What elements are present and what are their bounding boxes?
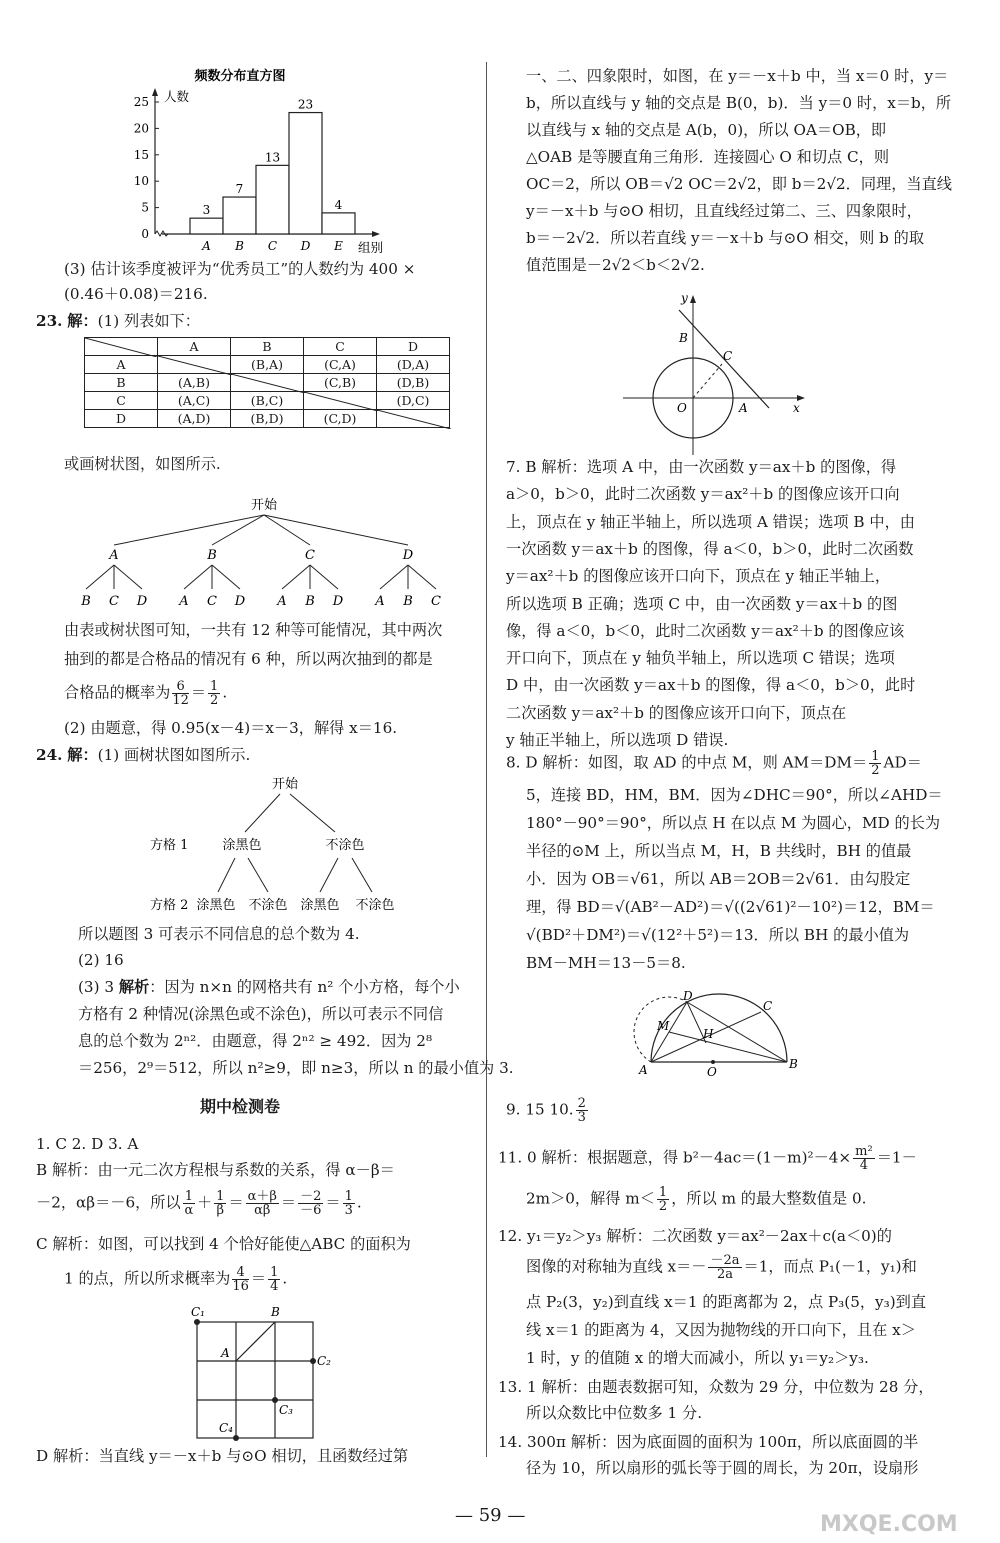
q8-line: 半径的⊙M 上，所以当点 M，H，B 共线时，BH 的值最 bbox=[526, 842, 912, 860]
y-tick-label: 25 bbox=[133, 95, 149, 109]
svg-text:A: A bbox=[221, 1346, 230, 1360]
q24-line-4: 方格有 2 种情况(涂黑色或不涂色)，所以可表示不同信 bbox=[78, 1005, 444, 1023]
tree1-branch bbox=[86, 565, 114, 589]
q12-line: 线 x＝1 的距离为 4，又因为抛物线的开口向下，且在 x＞ bbox=[526, 1321, 916, 1339]
q23-line bbox=[36, 309, 200, 334]
tree1-branch bbox=[184, 565, 212, 589]
q24-number: 24. bbox=[36, 746, 63, 764]
q7-line: 二次函数 y＝ax²＋b 的图像应该开口向下，顶点在 bbox=[506, 703, 847, 722]
column-divider bbox=[486, 62, 487, 1457]
x-tick-label: C bbox=[267, 239, 278, 253]
histogram-chart bbox=[120, 62, 400, 257]
q6-cont-2: b，所以直线与 y 轴的交点是 B(0，b)．当 y＝0 时，x＝b，所 bbox=[526, 94, 952, 112]
tree-diagram-1 bbox=[64, 493, 464, 613]
q11-line-2: 2m＞0，解得 m＜ $\frac{1}{2}$ ，所以 m 的最大整数值是 0. bbox=[526, 1185, 867, 1214]
circle-tangent-figure bbox=[613, 290, 813, 460]
q23-part2: (2) 由题意，得 0.95(x－4)＝x－3，解得 x＝16. bbox=[64, 719, 398, 737]
answer-5-line-2: 1 的点，所以所求概率为 $\frac{4}{16}$ ＝ $\frac{1}{4}$ . bbox=[64, 1265, 288, 1294]
x-axis-label: 组别 bbox=[358, 240, 384, 255]
q23-number: 23. bbox=[36, 312, 63, 330]
answer-5-line-1: C 解析：如图，可以找到 4 个恰好能使△ABC 的面积为 bbox=[36, 1235, 411, 1253]
svg-text:C₂: C₂ bbox=[317, 1354, 331, 1368]
tree1-leaf: C bbox=[109, 594, 119, 609]
q8-line: √(BD²＋DM²)＝√(12²＋5²)＝13．所以 BH 的最小值为 bbox=[526, 926, 910, 944]
q6-cont-3: 以直线与 x 轴的交点是 A(b，0)，所以 OA＝OB，即 bbox=[526, 121, 887, 139]
tree2-leaf: 不涂色 bbox=[248, 898, 288, 913]
x-tick-label: A bbox=[202, 239, 211, 253]
answers-1-3: 1. C 2. D 3. A bbox=[36, 1135, 139, 1153]
q24-line-6: ＝256，2⁹＝512，所以 n²≥9，即 n≥3，所以 n 的最小值为 3. bbox=[78, 1059, 514, 1077]
table-cell: (B,D) bbox=[231, 410, 304, 428]
table-cell: (C,B) bbox=[304, 374, 377, 392]
q23-prob-text: 合格品的概率为 bbox=[64, 683, 171, 702]
q8-line: BM－MH＝13－5＝8. bbox=[526, 954, 686, 972]
y-tick-label: 10 bbox=[133, 174, 149, 189]
answer-4-line-1: B 解析：由一元二次方程根与系数的关系，得 α－β＝ bbox=[36, 1161, 395, 1179]
bar-C bbox=[256, 165, 289, 234]
q8-line-1: 8. D 解析：如图，取 AD 的中点 M，则 AM＝DM＝ $\frac{1}{2}$ AD＝ bbox=[506, 749, 922, 778]
tree1-leaf: D bbox=[234, 594, 246, 609]
svg-text:C₁: C₁ bbox=[191, 1305, 205, 1319]
tree1-branch bbox=[114, 565, 142, 589]
svg-text:x: x bbox=[793, 401, 800, 415]
q7-line: 上，顶点在 y 轴正半轴上，所以选项 A 错误；选项 B 中，由 bbox=[506, 512, 915, 531]
tree1-leaf: C bbox=[207, 594, 217, 609]
svg-text:D: D bbox=[683, 990, 693, 1003]
y-axis-label: 人数 bbox=[164, 89, 190, 104]
tree2-label-1: 方格 1 bbox=[150, 838, 189, 853]
q11-line-1: 11. 0 解析：根据题意，得 b²－4ac＝(1－m)²－4× $\frac{\text{m²}}{4}$ ＝1－ bbox=[498, 1144, 917, 1173]
watermark-logo: MXQE.COM bbox=[820, 1512, 958, 1537]
tree1-leaf: A bbox=[375, 594, 385, 609]
svg-text:A: A bbox=[639, 1063, 648, 1077]
table-cell-diag bbox=[231, 374, 304, 392]
table-cell: A bbox=[85, 356, 158, 374]
tree2-label-2: 方格 2 bbox=[150, 898, 189, 913]
q24-line-2: (2) 16 bbox=[78, 951, 124, 969]
svg-text:C₃: C₃ bbox=[279, 1403, 293, 1417]
outcome-table bbox=[84, 337, 450, 428]
y-tick-label: 20 bbox=[133, 121, 149, 136]
q6-cont-5: OC＝2，所以 OB＝√2 OC＝2√2，即 b＝2√2．同理，当直线 bbox=[526, 175, 952, 193]
svg-text:A: A bbox=[739, 401, 748, 415]
q12-line-1: 12. y₁＝y₂＞y₃ 解析：二次函数 y＝ax²－2ax＋c(a＜0)的 bbox=[498, 1227, 892, 1245]
table-row bbox=[85, 374, 450, 392]
q24-line-5: 息的总个数为 2ⁿ²．由题意，得 2ⁿ² ≥ 492．因为 2⁸ bbox=[78, 1032, 433, 1050]
q13-line-1: 13. 1 解析：由题表数据可知，众数为 29 分，中位数为 28 分， bbox=[498, 1378, 934, 1396]
table-cell: (C,D) bbox=[304, 410, 377, 428]
q7-line: y 轴正半轴上，所以选项 D 错误. bbox=[506, 731, 729, 749]
table-cell: (D,B) bbox=[377, 374, 450, 392]
q23-frac-1: $\frac{6}{12}$ bbox=[172, 679, 189, 708]
q8-line: 180°－90°＝90°，所以点 H 在以点 M 为圆心，MD 的长为 bbox=[526, 814, 941, 832]
tree1-leaf: B bbox=[81, 594, 91, 609]
tree1-branch bbox=[408, 565, 436, 589]
table-row bbox=[85, 356, 450, 374]
q7-line: 开口向下，顶点在 y 轴负半轴上，所以选项 C 错误；选项 bbox=[506, 649, 895, 668]
x-tick-label: B bbox=[235, 239, 244, 253]
tree1-leaf: A bbox=[179, 594, 189, 609]
x-axis-arrow bbox=[372, 231, 380, 237]
q24-line-1: 所以题图 3 可表示不同信息的总个数为 4. bbox=[78, 925, 360, 943]
q6-cont-7: b＝－2√2．所以若直线 y＝－x＋b 与⊙O 相交，则 b 的取 bbox=[526, 229, 925, 247]
q9-q10: 9. 15 10. $\frac{2}{3}$ bbox=[506, 1096, 586, 1125]
table-cell: (C,A) bbox=[304, 356, 377, 374]
svg-text:y: y bbox=[681, 291, 688, 305]
table-header: D bbox=[377, 338, 450, 356]
tree2-leaf: 涂黑色 bbox=[300, 898, 340, 913]
bar-B bbox=[223, 197, 256, 234]
q7-line: 所以选项 B 正确；选项 C 中，由一次函数 y＝ax＋b 的图 bbox=[506, 594, 898, 613]
table-cell: C bbox=[85, 392, 158, 410]
q6-cont-1: 一、二、四象限时，如图，在 y＝－x＋b 中，当 x＝0 时，y＝ bbox=[526, 67, 949, 85]
q23-conclusion-2: 抽到的都是合格品的情况有 6 种，所以两次抽到的都是 bbox=[64, 650, 433, 668]
q14-line-1: 14. 300π 解析：因为底面圆的面积为 100π，所以底面圆的半 bbox=[498, 1433, 919, 1451]
tree1-branch bbox=[114, 515, 264, 545]
bar-value-label: 13 bbox=[264, 150, 281, 165]
table-cell: (B,C) bbox=[231, 392, 304, 410]
table-cell: (B,A) bbox=[231, 356, 304, 374]
svg-text:B: B bbox=[679, 331, 688, 345]
tree-diagram-2 bbox=[140, 770, 440, 920]
tree2-l1-black: 涂黑色 bbox=[222, 838, 262, 853]
q22-part3-line2: (0.46＋0.08)＝216. bbox=[64, 285, 208, 303]
bar-value-label: 7 bbox=[235, 182, 244, 197]
tree2-leaf: 涂黑色 bbox=[196, 898, 236, 913]
q6-cont-8: 值范围是－2√2＜b＜2√2. bbox=[526, 256, 705, 274]
table-cell-diag bbox=[158, 356, 231, 374]
tree1-branch bbox=[282, 565, 310, 589]
q6-cont-4: △OAB 是等腰直角三角形．连接圆心 O 和切点 C，则 bbox=[526, 148, 890, 166]
table-header: B bbox=[231, 338, 304, 356]
q14-line-2: 径为 10，所以扇形的弧长等于圆的周长，为 20π，设扇形 bbox=[526, 1459, 919, 1477]
q24-solution-label: 解： bbox=[67, 746, 98, 764]
q22-part3-line1: (3) 估计该季度被评为“优秀员工”的人数约为 400 × bbox=[64, 260, 416, 278]
grid-figure bbox=[185, 1300, 355, 1450]
q7-line: y＝ax²＋b 的图像应该开口向下，顶点在 y 轴正半轴上， bbox=[506, 567, 891, 586]
tree2-l1-blank: 不涂色 bbox=[325, 838, 365, 853]
q6-cont-6: y＝－x＋b 与⊙O 相切，且直线经过第二、三、四象限时， bbox=[526, 202, 922, 220]
section-title: 期中检测卷 bbox=[200, 1097, 281, 1116]
q12-line-2: 图像的对称轴为直线 x＝－ $\frac{-2a}{2a}$ ＝1，而点 P₁(－1，y₁)和 bbox=[526, 1253, 917, 1282]
table-cell: (A,D) bbox=[158, 410, 231, 428]
answer-4-line-2: －2，αβ＝－6，所以 $\frac{1}{\alpha}$ ＋ $\frac{1}{\beta}$ ＝ $\frac{\alpha+\beta}{\alpha\beta}$ ＝ $\frac{-2}{-6}$ ＝ $\frac{1}{3}$ . bbox=[36, 1189, 362, 1218]
table-cell: (D,C) bbox=[377, 392, 450, 410]
bar-value-label: 4 bbox=[334, 197, 343, 212]
table-header: A bbox=[158, 338, 231, 356]
bar-value-label: 23 bbox=[297, 97, 314, 112]
table-cell: (D,A) bbox=[377, 356, 450, 374]
table-row bbox=[85, 410, 450, 428]
y-tick-label: 5 bbox=[141, 200, 149, 215]
q23-frac-2: $\frac{1}{2}$ bbox=[210, 679, 219, 708]
table-diagonal bbox=[85, 338, 157, 357]
x-tick-label: D bbox=[300, 239, 311, 253]
table-header: C bbox=[304, 338, 377, 356]
tree1-branch bbox=[310, 565, 338, 589]
tree1-branch bbox=[264, 515, 408, 545]
q23-text: (1) 列表如下： bbox=[97, 312, 200, 330]
y-axis-arrow bbox=[152, 88, 158, 96]
tree-intro: 或画树状图，如图所示. bbox=[64, 455, 221, 473]
tree1-leaf: A bbox=[277, 594, 287, 609]
tree1-node: D bbox=[402, 548, 414, 563]
answer-6-line-1: D 解析：当直线 y＝－x＋b 与⊙O 相切，且函数经过第 bbox=[36, 1447, 409, 1465]
q24-line-3: (3) 3 解析：因为 n×n 的网格共有 n² 个小方格，每个小 bbox=[78, 978, 460, 996]
tree1-branch bbox=[212, 515, 264, 545]
chart-title: 频数分布直方图 bbox=[194, 69, 286, 84]
y-tick-label: 15 bbox=[133, 147, 149, 162]
bar-E bbox=[322, 213, 355, 234]
table-cell: (A,C) bbox=[158, 392, 231, 410]
table-cell-diag bbox=[377, 410, 450, 428]
q7-line: 一次函数 y＝ax＋b 的图像，得 a＜0，b＞0，此时二次函数 bbox=[506, 539, 914, 558]
tree1-leaf: C bbox=[431, 594, 441, 609]
q12-line: 1 时，y 的值随 x 的增大而减小，所以 y₁＝y₂＞y₃. bbox=[526, 1349, 869, 1367]
tree1-leaf: D bbox=[332, 594, 344, 609]
bar-value-label: 3 bbox=[202, 203, 211, 218]
q8-line: 小．因为 OB＝√61，所以 AB＝2OB＝2√61．由勾股定 bbox=[526, 870, 911, 888]
q12-line: 点 P₂(3，y₂)到直线 x＝1 的距离都为 2，点 P₃(5，y₃)到直 bbox=[526, 1293, 927, 1311]
svg-text:O: O bbox=[677, 401, 687, 415]
table-row bbox=[85, 392, 450, 410]
tree1-node: B bbox=[207, 548, 217, 563]
tree1-leaf: B bbox=[305, 594, 315, 609]
q7-line: a＞0，b＞0，此时二次函数 y＝ax²＋b 的图像应该开口向 bbox=[506, 485, 900, 504]
x-tick-label: E bbox=[334, 239, 343, 253]
tree2-leaf: 不涂色 bbox=[355, 898, 395, 913]
y-tick-label: 0 bbox=[141, 227, 149, 241]
q7-line: 像，得 a＜0，b＜0，此时二次函数 y＝ax²＋b 的图像应该 bbox=[506, 621, 905, 640]
q23-solution-label: 解： bbox=[67, 312, 98, 330]
svg-text:H: H bbox=[703, 1027, 714, 1041]
table-cell: D bbox=[85, 410, 158, 428]
svg-text:M: M bbox=[657, 1019, 670, 1033]
svg-text:B: B bbox=[789, 1057, 798, 1071]
table-corner bbox=[85, 338, 158, 356]
q23-conclusion-3: 合格品的概率为 $\frac{6}{12}$ ＝ $\frac{1}{2}$ . bbox=[64, 679, 228, 708]
tree1-branch bbox=[212, 565, 240, 589]
tree1-branch bbox=[380, 565, 408, 589]
bar-D bbox=[289, 113, 322, 234]
table-cell: (A,B) bbox=[158, 374, 231, 392]
q13-line-2: 所以众数比中位数多 1 分. bbox=[526, 1404, 703, 1422]
q7-line: 7. B 解析：选项 A 中，由一次函数 y＝ax＋b 的图像，得 bbox=[506, 458, 897, 476]
tree1-leaf: B bbox=[403, 594, 413, 609]
svg-text:C: C bbox=[723, 349, 733, 363]
svg-text:B: B bbox=[271, 1305, 280, 1319]
svg-text:C: C bbox=[763, 999, 773, 1013]
tree2-root: 开始 bbox=[271, 777, 299, 792]
svg-text:C₄: C₄ bbox=[219, 1421, 233, 1435]
q24-line bbox=[36, 743, 250, 768]
q23-conclusion-1: 由表或树状图可知，一共有 12 种等可能情况，其中两次 bbox=[64, 621, 443, 639]
bar-A bbox=[190, 218, 223, 234]
page-number: — 59 — bbox=[455, 1505, 526, 1526]
q8-line: 5，连接 BD，HM，BM．因为∠DHC＝90°，所以∠AHD＝ bbox=[526, 786, 943, 804]
tree1-leaf: D bbox=[136, 594, 148, 609]
q8-line: 理，得 BD＝√(AB²－AD²)＝√((2√61)²－10²)＝12，BM＝ bbox=[526, 898, 935, 916]
semicircle-figure bbox=[633, 990, 803, 1080]
tree1-root: 开始 bbox=[250, 498, 278, 513]
tree1-node: A bbox=[109, 548, 119, 563]
q24-text: (1) 画树状图如图所示. bbox=[97, 746, 251, 764]
table-cell: B bbox=[85, 374, 158, 392]
tree1-node: C bbox=[305, 548, 315, 563]
q7-line: D 中，由一次函数 y＝ax＋b 的图像，得 a＜0，b＞0，此时 bbox=[506, 676, 916, 695]
svg-text:O: O bbox=[707, 1065, 717, 1079]
table-cell-diag bbox=[304, 392, 377, 410]
